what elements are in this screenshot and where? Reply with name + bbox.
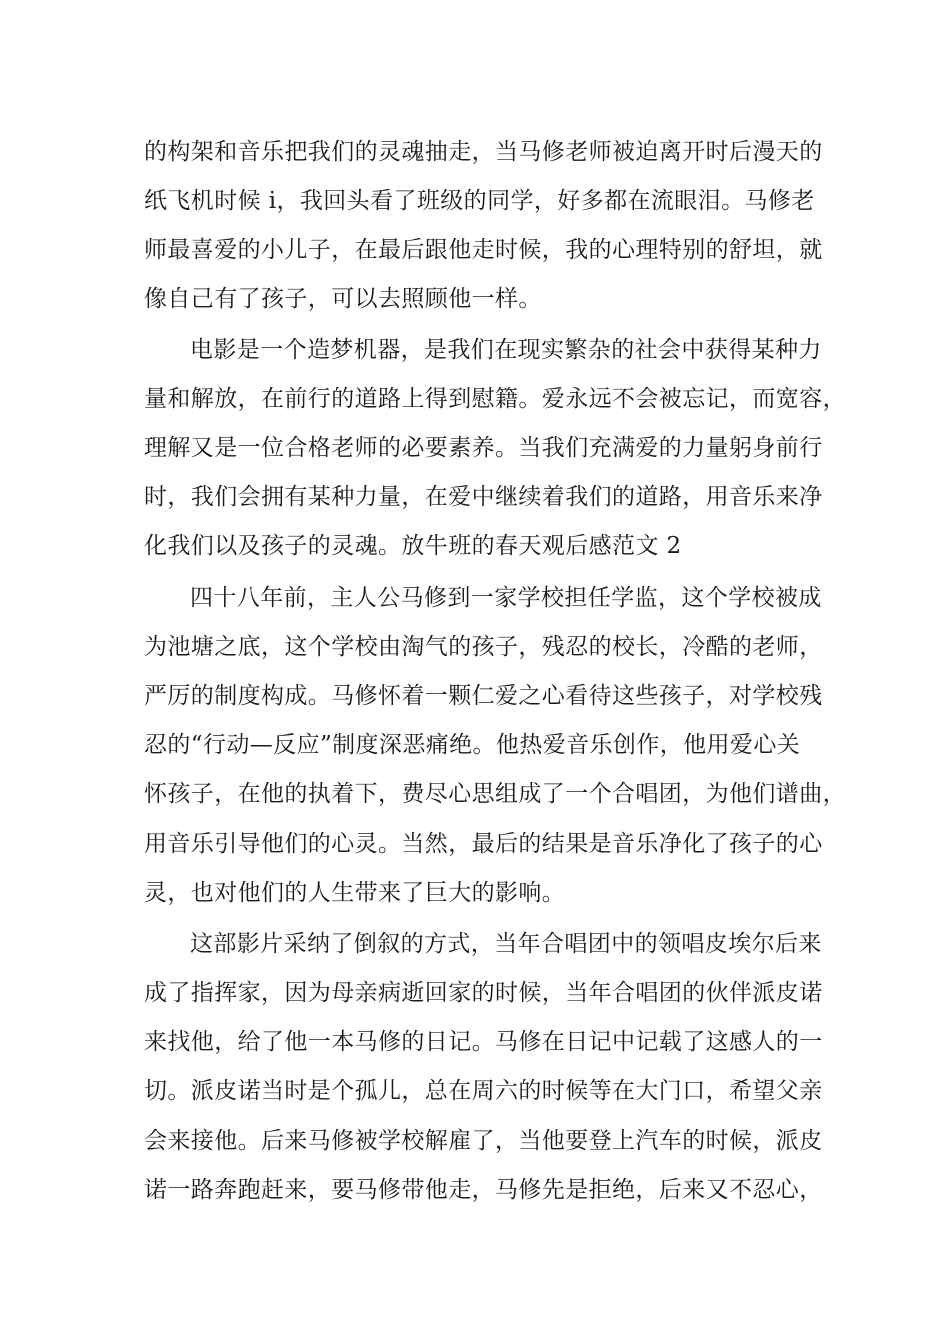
text-line: 理解又是一位合格老师的必要素养。当我们充满爱的力量躬身前行	[144, 435, 823, 461]
text-line: 像自己有了孩子，可以去照顾他一样。	[144, 286, 542, 312]
text-line: 切。派皮诺当时是个孤儿，总在周六的时候等在大门口，希望父亲	[144, 1078, 823, 1104]
text-line: 成了指挥家，因为母亲病逝回家的时候，当年合唱团的伙伴派皮诺	[144, 980, 823, 1006]
text-line: 师最喜爱的小儿子，在最后跟他走时候，我的心理特别的舒坦，就	[144, 237, 823, 263]
text-line: 为池塘之底，这个学校由淘气的孩子，残忍的校长，冷酷的老师，	[144, 634, 823, 660]
text-line: 化我们以及孩子的灵魂。放牛班的春天观后感范文 2	[144, 533, 682, 559]
text-line: 用音乐引导他们的心灵。当然，最后的结果是音乐净化了孩子的心	[144, 831, 823, 857]
text-line: 的构架和音乐把我们的灵魂抽走，当马修老师被迫离开时后漫天的	[144, 139, 823, 165]
text-line: 来找他，给了他一本马修的日记。马修在日记中记载了这感人的一	[144, 1029, 823, 1055]
text-line: 诺一路奔跑赶来，要马修带他走，马修先是拒绝，后来又不忍心，	[144, 1177, 823, 1203]
text-line: 时，我们会拥有某种力量，在爱中继续着我们的道路，用音乐来净	[144, 484, 823, 510]
paragraph-first-line: 四十八年前，主人公马修到一家学校担任学监，这个学校被成	[190, 585, 822, 611]
text-line: 纸飞机时候 i，我回头看了班级的同学，好多都在流眼泪。马修老	[144, 188, 815, 214]
paragraph-first-line: 这部影片采纳了倒叙的方式，当年合唱团中的领唱皮埃尔后来	[190, 931, 822, 957]
text-line: 会来接他。后来马修被学校解雇了，当他要登上汽车的时候，派皮	[144, 1128, 823, 1154]
text-line: 忍的“行动—反应”制度深恶痛绝。他热爱音乐创作，他用爱心关	[144, 732, 801, 758]
text-line: 怀孩子，在他的执着下，费尽心思组成了一个合唱团，为他们谱曲，	[144, 781, 846, 807]
text-line: 量和解放，在前行的道路上得到慰籍。爱永远不会被忘记，而宽容，	[144, 386, 846, 412]
text-line: 灵，也对他们的人生带来了巨大的影响。	[144, 880, 566, 906]
paragraph-first-line: 电影是一个造梦机器，是我们在现实繁杂的社会中获得某种力	[190, 337, 822, 363]
text-line: 严厉的制度构成。马修怀着一颗仁爱之心看待这些孩子，对学校残	[144, 683, 823, 709]
